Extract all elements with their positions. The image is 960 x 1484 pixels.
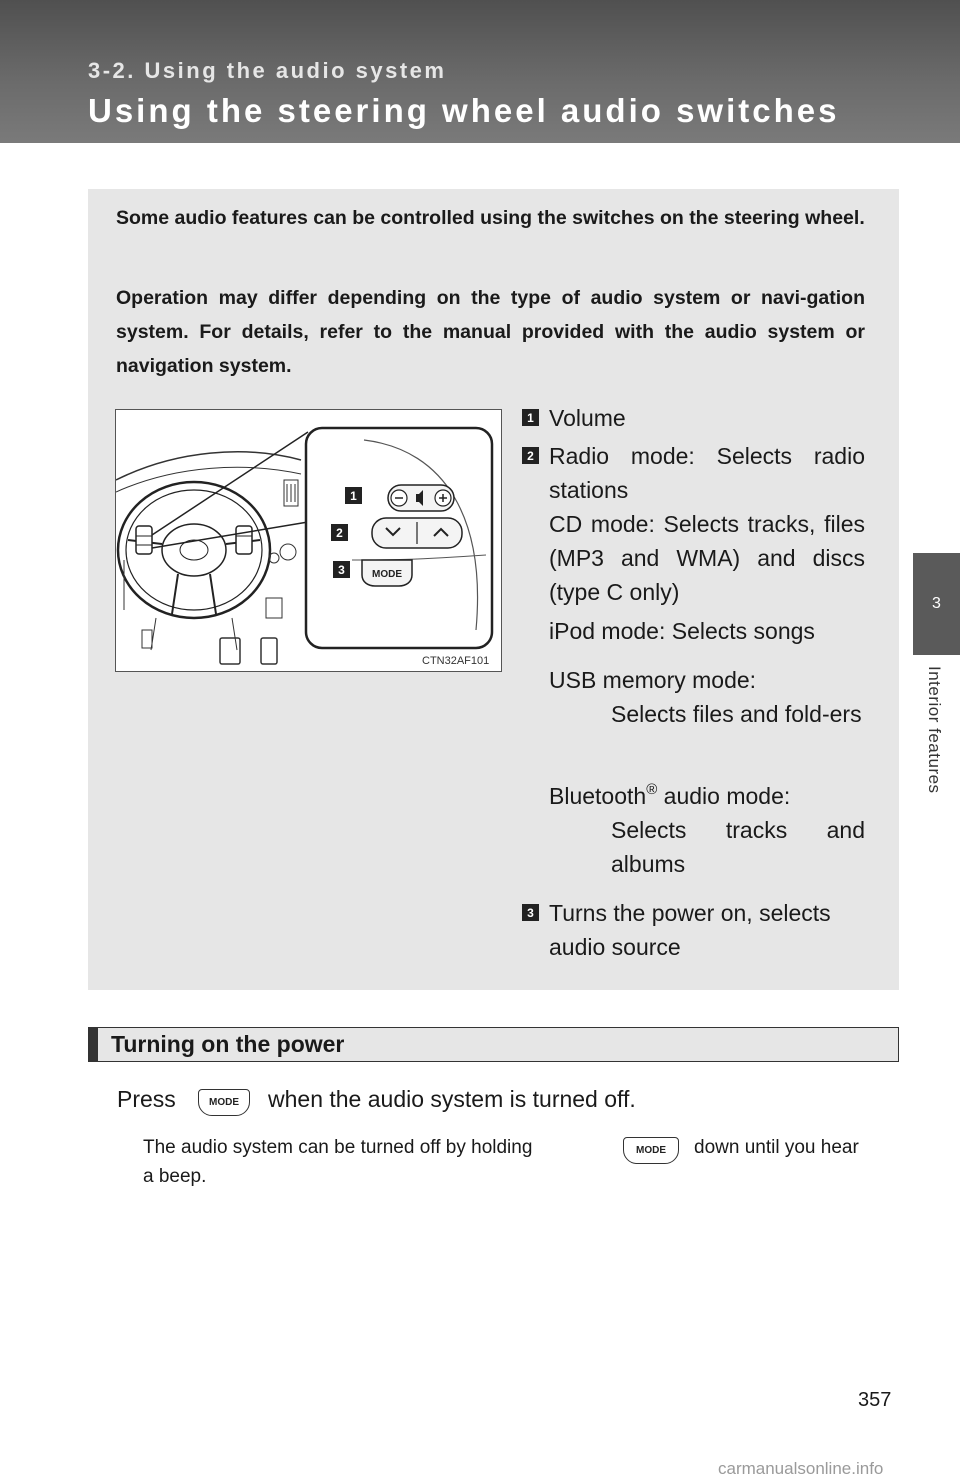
svg-text:MODE: MODE	[372, 569, 402, 580]
legend-cd-mode: CD mode: Selects tracks, files (MP3 and WMA) and discs (type C only)	[549, 511, 865, 605]
section-label: 3-2. Using the audio system	[88, 58, 447, 83]
callout-1: 1	[345, 487, 362, 504]
legend-bluetooth-text: Selects tracks and albums	[611, 817, 865, 877]
section-heading-text: Turning on the power	[111, 1031, 345, 1057]
note-text-b: down until you hear	[694, 1137, 859, 1158]
legend-usb-label: USB memory mode:	[549, 667, 757, 693]
mode-button-icon-small: MODE	[623, 1137, 679, 1164]
steering-wheel-drawing	[116, 410, 501, 671]
intro-paragraph-2: Operation may differ depending on the type of audio system or navi-gation system. For details, refer to the manual provided with the audio system or navigation system.	[116, 287, 865, 377]
note-text-c: a beep.	[143, 1166, 207, 1187]
chapter-number: 3	[932, 595, 941, 612]
legend-number-3: 3	[522, 904, 539, 921]
heading-accent	[89, 1028, 98, 1061]
legend-bluetooth-label: Bluetooth® audio mode:	[549, 781, 791, 809]
chapter-tab[interactable]	[913, 553, 960, 655]
legend-radio-mode: Radio mode: Selects radio stations	[549, 443, 865, 503]
page-header	[0, 0, 960, 143]
legend-number-1: 1	[522, 409, 539, 426]
callout-3: 3	[333, 561, 350, 578]
svg-text:CTN32AF101: CTN32AF101	[422, 655, 490, 667]
page-number: 357	[858, 1389, 892, 1411]
watermark: carmanualsonline.info	[718, 1459, 884, 1478]
press-instruction-a: Press	[117, 1086, 176, 1112]
chapter-label: Interior features	[925, 666, 944, 794]
intro-paragraph-1: Some audio features can be controlled using the switches on the steering wheel.	[116, 207, 865, 229]
legend-number-2: 2	[522, 447, 539, 464]
press-instruction-b: when the audio system is turned off.	[268, 1086, 636, 1112]
note-text-a: The audio system can be turned off by holding	[143, 1137, 533, 1158]
legend-usb-text: Selects files and fold-ers	[611, 701, 862, 727]
callout-2: 2	[331, 524, 348, 541]
section-heading	[88, 1027, 899, 1062]
mode-button-icon: MODE	[198, 1089, 250, 1116]
legend-power: Turns the power on, selects audio source	[549, 900, 831, 960]
legend-ipod-mode: iPod mode: Selects songs	[549, 618, 815, 644]
page-title: Using the steering wheel audio switches	[88, 92, 840, 129]
steering-wheel-illustration	[115, 409, 502, 672]
legend-volume: Volume	[549, 405, 626, 431]
